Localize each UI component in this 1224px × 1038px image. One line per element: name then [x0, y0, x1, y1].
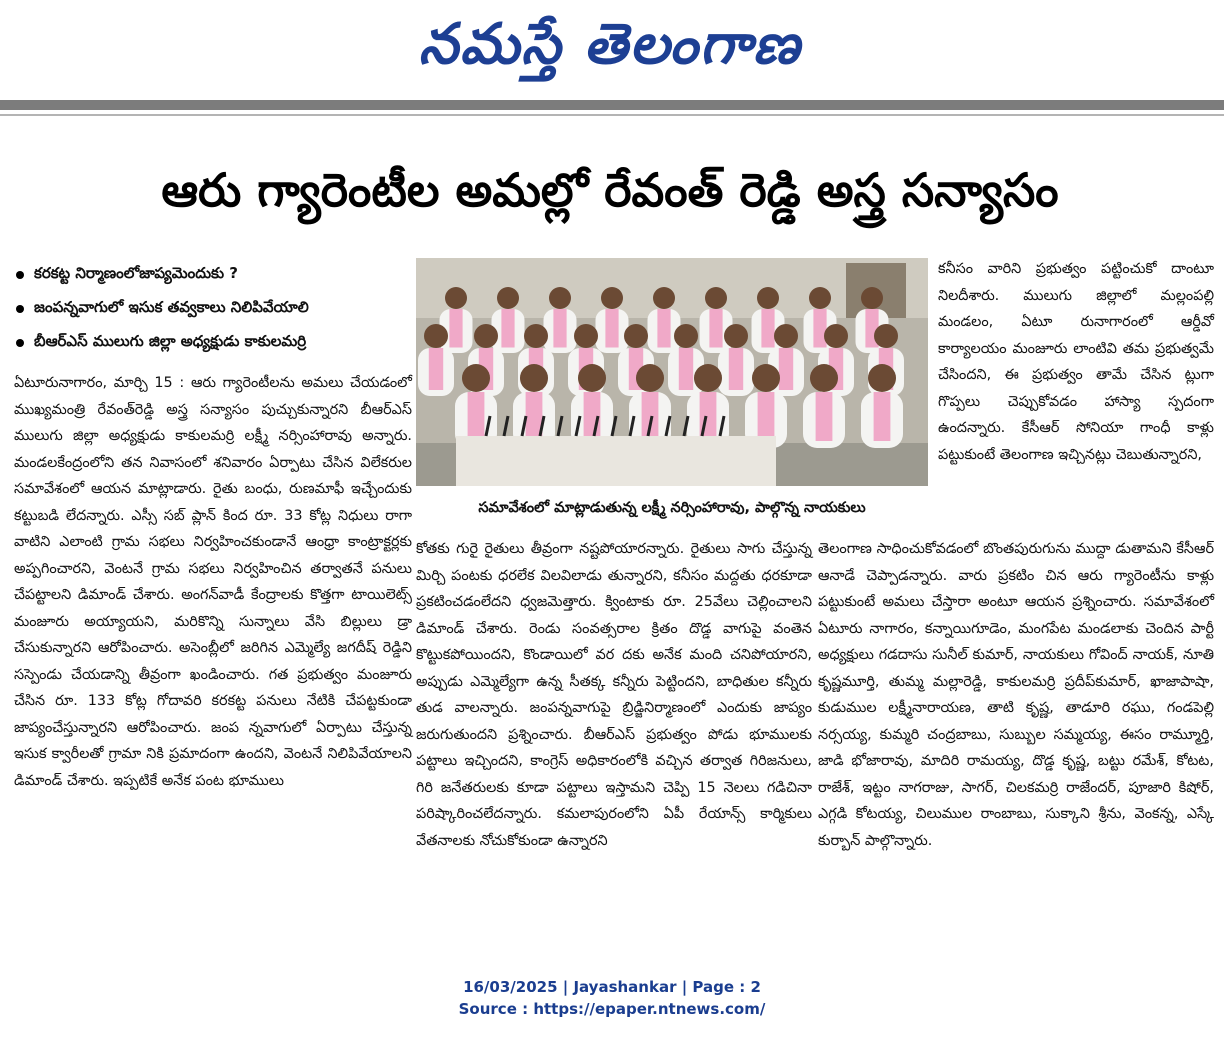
- article-column-3-top: [938, 256, 1214, 528]
- masthead-rule-thin: [0, 114, 1224, 116]
- person-head: [424, 324, 448, 348]
- person-scarf: [553, 309, 566, 348]
- person-scarf: [449, 309, 462, 348]
- bullet-dot-icon: [16, 271, 24, 279]
- bullet-text: బీఆర్ఎస్ ములుగు జిల్లా అధ్యక్షుడు కాకులమర్రి: [34, 332, 307, 350]
- person-head: [757, 287, 779, 309]
- person-head: [462, 364, 490, 392]
- highlight-bullets: [12, 258, 412, 360]
- person-scarf: [429, 348, 443, 390]
- person-head: [474, 324, 498, 348]
- person-head: [861, 287, 883, 309]
- article-column-3: [818, 536, 1214, 956]
- person-head: [497, 287, 519, 309]
- person-scarf: [679, 348, 693, 390]
- article-paragraph: ఏటూరునాగారం, మార్చి 15 : ఆరు గ్యారెంటీలను అమలు చేయడంలో ముఖ్యమంత్రి రేవంత్‌రెడ్డి అస్త్ర సన్యాసం పుచ్చుకున్నారని బీఆర్ఎస్ ములుగు జిల్లా అధ్యక్షుడు కాకులమర్రి లక్ష్మీ నర్సింహారావు అన్నారు. మండలకేంద్రంలోని తన నివాసంలో శనివారం ఏర్పాటు చేసిన విలేకరుల సమావేశంలో ఆయన మాట్లాడారు. రైతు బంధు, రుణమాఫీ ఇచ్చేందుకు కట్టుబడి లేదన్నారు. ఎస్సీ సబ్ ప్లాన్ కింద రూ. 33 కోట్ల నిధులు రాగా వాటిని ఎలాంటి గ్రామ సభలు నిర్వహించకుండానే ఆంధ్రా కాంట్రాక్టర్లకు అప్పగించారని, వెంటనే గ్రామ సభలు నిర్వహించిన తర్వాతనే పనులు చేపట్టాలని డిమాండ్ చేశారు. అంగన్‌వాడీ కేంద్రాలకు కొత్తగా టాయిలెట్స్ మంజూరు అయ్యాయని, మరికొన్ని సున్నాలు వేసి బిల్లులు డ్రా చేసుకున్నారని ఆరోపించారు. అసెంబ్లీలో జరిగిన ఎమ్మెల్యే జగదీష్ రెడ్డిని సస్పెండు చేయడాన్ని తీవ్రంగా ఖండించారు. గత ప్రభుత్వం మంజూరు చేసిన రూ. 133 కోట్ల గోదావరి కరకట్ట పనులు నేటికి చేపట్టకుండా జాప్యంచేస్తున్నారని ఆరోపించారు. జంప న్నవాగులో ఏర్పాటు చేస్తున్న ఇసుక క్వారీలతో గ్రామా నికి ప్రమాదంగా ఉందని, వెంటనే నిలిపివేయాలని డిమాండ్ చేశారు. ఇప్పటికే అనేక పంట భూములు: [14, 375, 412, 789]
- person-scarf: [779, 348, 793, 390]
- bullet-item: [12, 258, 412, 292]
- bullet-text: జంపన్నవాగులో ఇసుక తవ్వకాలు నిలిపివేయాలి: [34, 298, 309, 316]
- article-column-1: [14, 370, 412, 955]
- footer-date-page: 16/03/2025 | Jayashankar | Page : 2: [463, 978, 761, 996]
- press-meet-illustration: [416, 258, 928, 486]
- person-head: [524, 324, 548, 348]
- person-head: [674, 324, 698, 348]
- person-head: [705, 287, 727, 309]
- person-head: [549, 287, 571, 309]
- person-scarf: [605, 309, 618, 348]
- person-head: [694, 364, 722, 392]
- person-head: [809, 287, 831, 309]
- photo-caption: సమావేశంలో మాట్లాడుతున్న లక్ష్మీ నర్సింహారావు, పాల్గొన్న నాయకులు: [478, 500, 866, 516]
- bullet-dot-icon: [16, 339, 24, 347]
- person-scarf: [642, 392, 659, 441]
- newspaper-logo: నమస్తే తెలంగాణ: [418, 12, 802, 77]
- person-head: [752, 364, 780, 392]
- person-head: [574, 324, 598, 348]
- masthead: [0, 0, 1224, 95]
- person-head: [445, 287, 467, 309]
- bullet-text: కరకట్ట నిర్మాణంలోజాప్యమెందుకు ?: [34, 264, 238, 282]
- person-scarf: [709, 309, 722, 348]
- person-scarf: [813, 309, 826, 348]
- person-scarf: [761, 309, 774, 348]
- epaper-footer: [0, 976, 1224, 1020]
- person-scarf: [501, 309, 514, 348]
- person-head: [874, 324, 898, 348]
- article-column-2: [416, 536, 812, 956]
- press-table: [456, 436, 776, 486]
- article-paragraph: కోతకు గురై రైతులు తీవ్రంగా నష్టపోయారన్నారు. రైతులు సాగు చేస్తున్న మిర్చి పంటకు ధరలేక విలవిలాడు తున్నారని, కనీసం మద్దతు ధరకూడా ప్రకటించడంలేదని ధ్వజమెత్తారు. క్వింటాకు రూ. 25వేలు చెల్లించాలని డిమాండ్ చేశారు. రెండు సంవత్సరాల క్రితం దొడ్డ వాగుపై వంతెన కొట్టుకపోయిందని, కొండాయిలో వర దకు అనేక మంది చనిపోయారని, అప్పుడు ఎమ్మెల్యేగా ఉన్న సీతక్క కన్నీరు పెట్టిందని, బాధితుల కన్నీరు తుడ వాలన్నారు. జంపన్నవాగుపై బ్రిడ్జినిర్మాణంలో ఎందుకు జాప్యం జరుగుతుందని ప్రశ్నించారు. బీఆర్ఎస్ ప్రభుత్వం పోడు భూములకు పట్టాలు ఇచ్చిందని, కాంగ్రెస్ అధికారంలోకి వచ్చిన తర్వాత గిరిజనులు, గిరి జనేతరులకు కూడా పట్టాలు ఇస్తామని చెప్పి 15 నెలలు గడిచినా పరిష్కారించలేదన్నారు. కమలాపురంలోని ఏపీ రేయాన్స్ కార్మికులు వేతనాలకు నోచుకోకుండా ఉన్నారని: [416, 541, 812, 849]
- footer-source-link[interactable]: Source : https://epaper.ntnews.com/: [458, 1000, 766, 1018]
- bullet-item: [12, 326, 412, 360]
- bullet-dot-icon: [16, 305, 24, 313]
- person-scarf: [758, 392, 775, 441]
- person-scarf: [816, 392, 833, 441]
- press-meet-photo: [416, 258, 928, 486]
- person-head: [578, 364, 606, 392]
- article-headline: ఆరు గ్యారెంటీల అమల్లో రేవంత్ రెడ్డి అస్త్ర సన్యాసం: [161, 163, 1059, 217]
- person-head: [601, 287, 623, 309]
- person-scarf: [468, 392, 485, 441]
- person-head: [636, 364, 664, 392]
- person-head: [520, 364, 548, 392]
- person-head: [774, 324, 798, 348]
- person-head: [724, 324, 748, 348]
- person-scarf: [657, 309, 670, 348]
- person-head: [624, 324, 648, 348]
- article-paragraph: తెలంగాణ సాధించుకోవడంలో బొంతపురుగును ముద్దా డుతామని కేసీఆర్ ఆనాడే చెప్పాడన్నారు. వారు ప్రకటిం చిన ఆరు గ్యారెంటీను కాళ్లు పట్టుకుంటే అమలు చేస్తారా అంటూ ఆయన ప్రశ్నించారు. సమావేశంలో ఏటూరు నాగారం, కన్నాయిగూడెం, మంగపేట మండలాకు చెందిన పార్టీ అధ్యక్షులు గడదాసు సునీల్ కుమార్, నాయకులు గోవింద్ నాయక్, నూతి కృష్ణమూర్తి, తుమ్మ మల్లారెడ్డి, కాకులమర్రి ప్రదీప్‌కుమార్, ఖాజాపాషా, కుడుముల లక్ష్మీనారాయణ, తాటి కృష్ణ, తాడూరి రఘు, గండపెల్లి నర్సయ్య, కుమ్మరి చంద్రబాబు, సుబ్బుల సమ్మయ్య, ఈసం రామ్మూర్తి, జాడి భోజారావు, మాదిరి రామయ్య, దొడ్డ కృష్ణ, బట్టు రమేశ్, కోటట, రాజేశ్, ఇట్టం నాగరాజు, సాగర్, చిలకమర్రి రాజేందర్, పూజారి కిషోర్, ఎగ్గడి కోటయ్య, చిలుముల రాంబాబు, సుక్కాని శ్రీను, వెంకన్న, ఎస్కే కుర్బాన్ పాల్గొన్నారు.: [818, 541, 1214, 849]
- person-head: [868, 364, 896, 392]
- person-head: [653, 287, 675, 309]
- person-scarf: [729, 348, 743, 390]
- person-head: [824, 324, 848, 348]
- article-paragraph: కనీసం వారిని ప్రభుత్వం పట్టించుకో దాంటూ నిలదీశారు. ములుగు జిల్లాలో మల్లంపల్లి మండలం, ఏటూ రునాగారంలో ఆర్డీవో కార్యాలయం మంజూరు లాంటివి తమ ప్రభుత్వమే చేసిందని, ఈ ప్రభుత్వం తామే చేసిన ట్లుగా గొప్పలు చెప్పుకోవడం హాస్యా స్పదంగా ఉందన్నారు. కేసీఆర్ సోనియా గాంధీ కాళ్లు పట్టుకుంటే తెలంగాణ ఇచ్చినట్లు చెబుతున్నారని,: [938, 261, 1214, 463]
- person-head: [810, 364, 838, 392]
- bullet-item: [12, 292, 412, 326]
- masthead-rule: [0, 100, 1224, 110]
- person-scarf: [874, 392, 891, 441]
